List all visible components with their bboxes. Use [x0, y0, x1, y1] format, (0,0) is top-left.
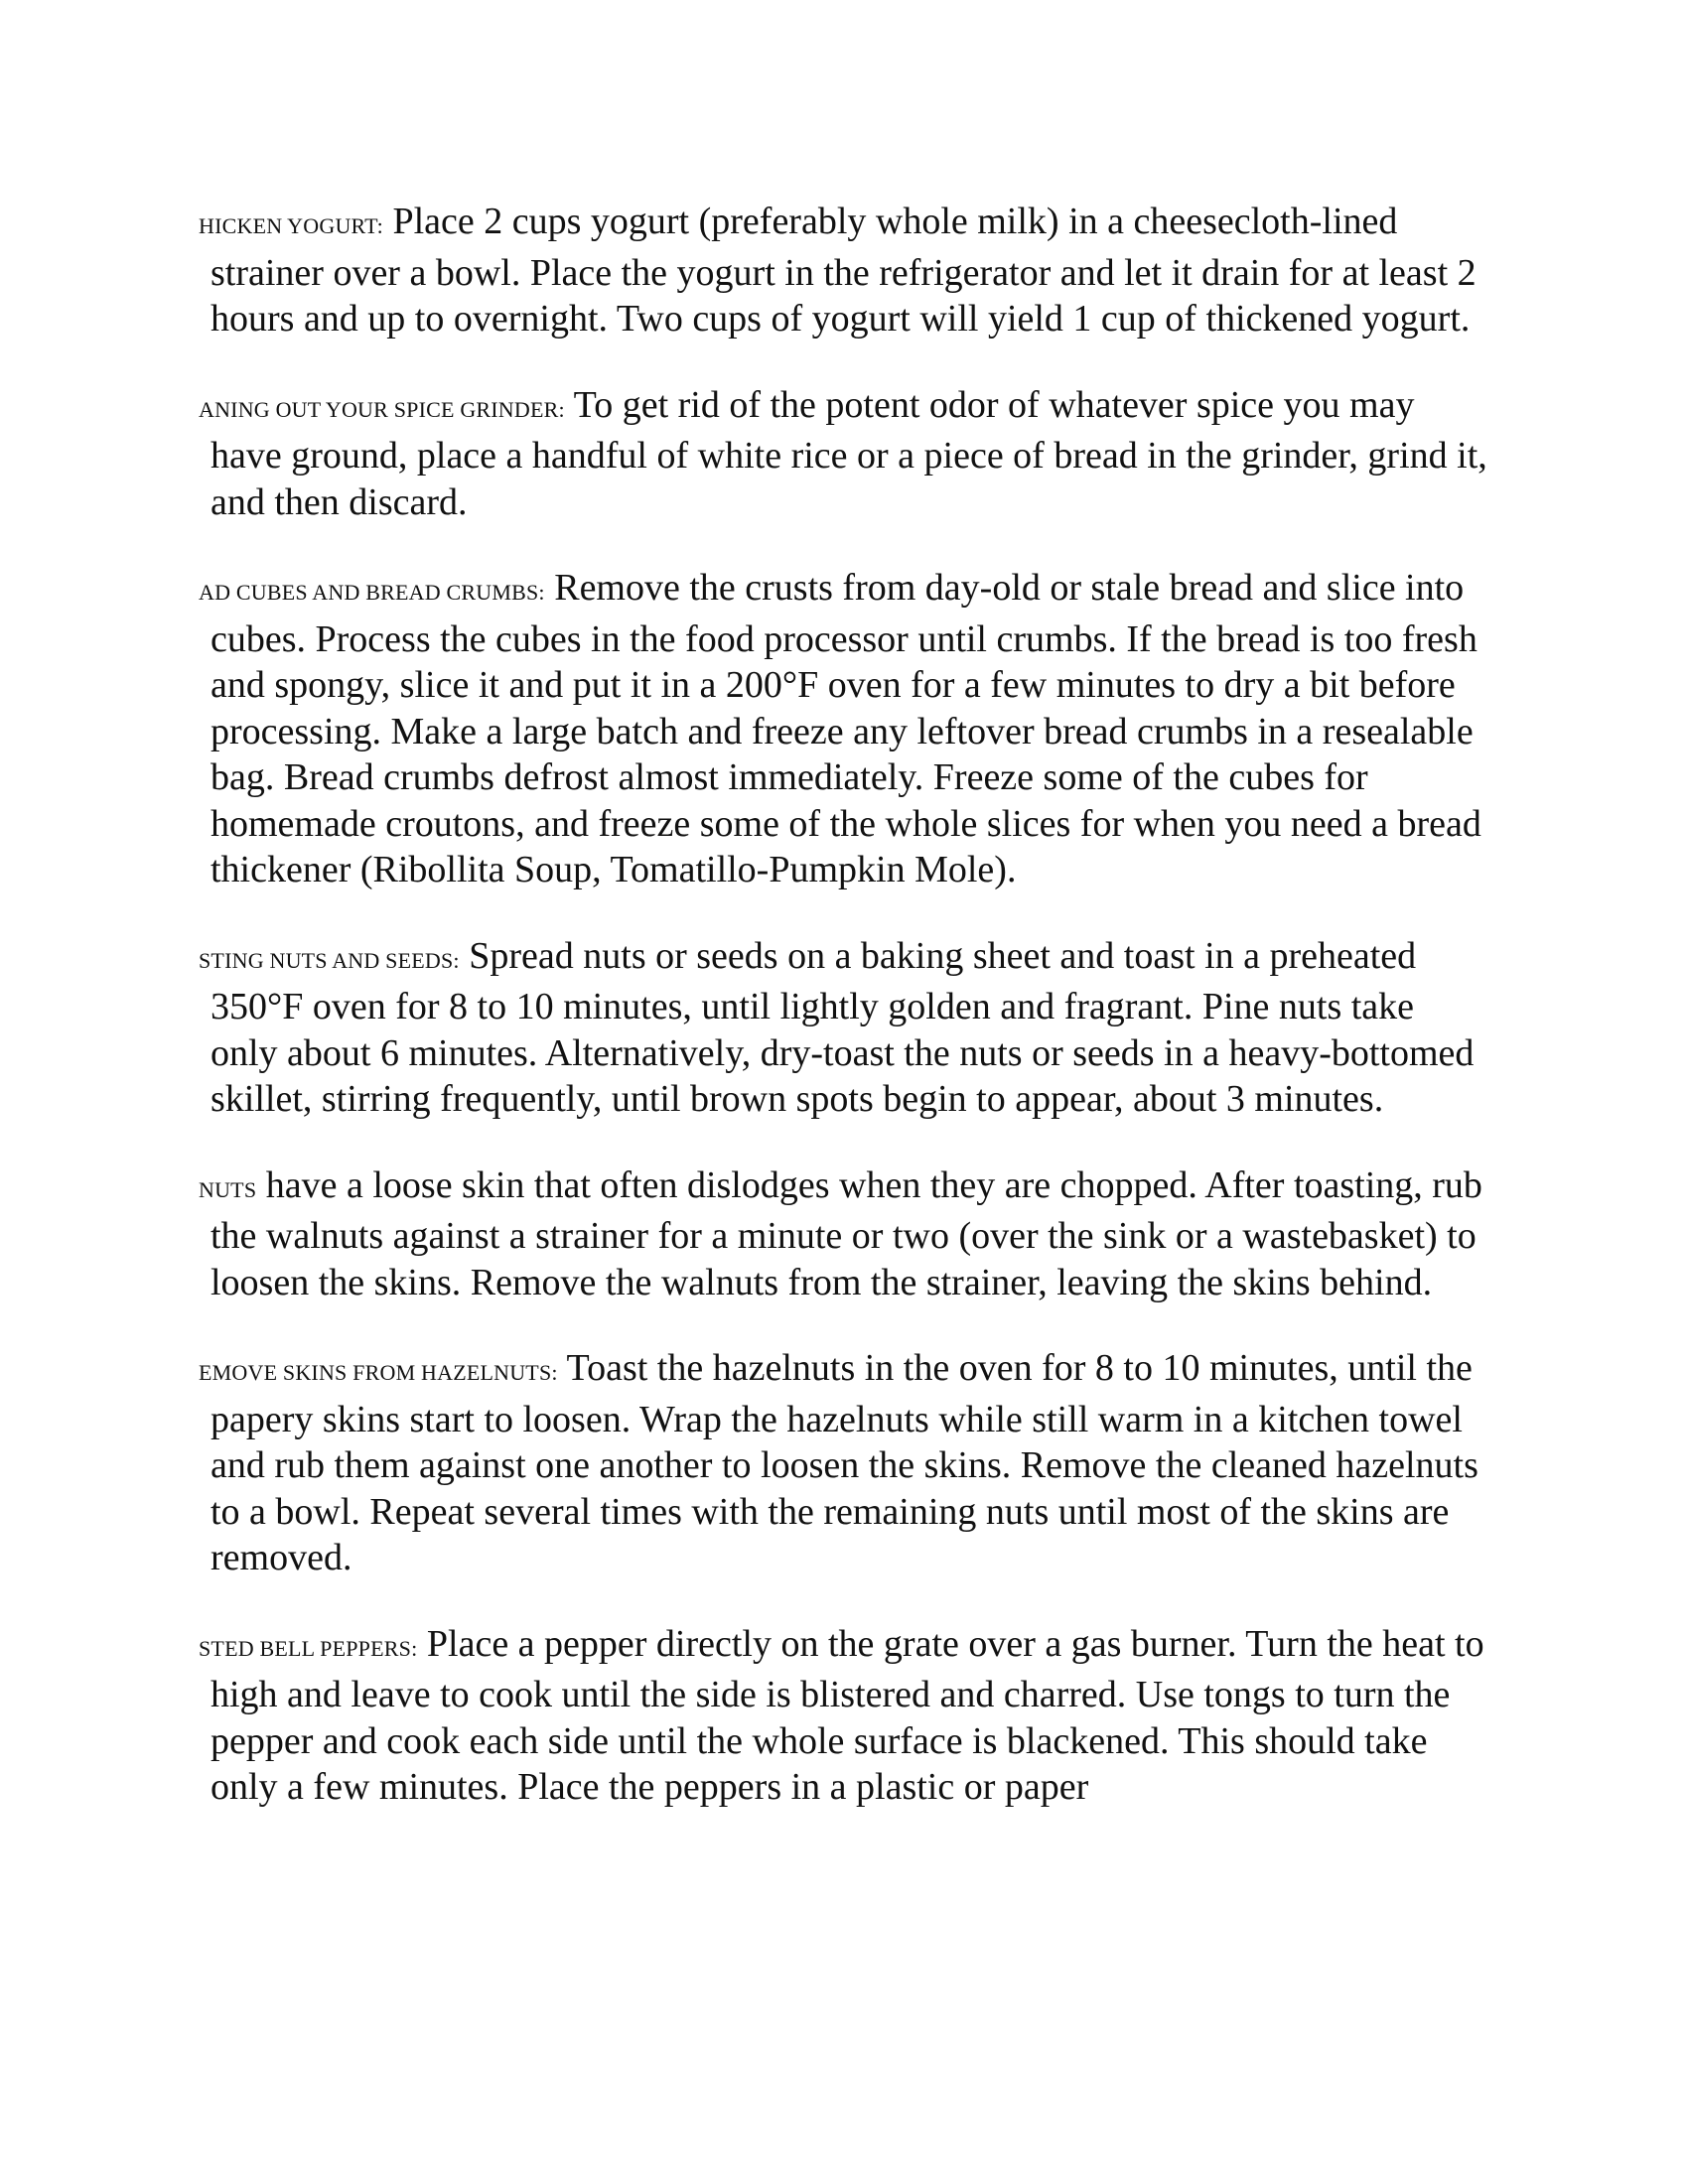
entry-heading: STING NUTS AND SEEDS:	[199, 947, 460, 973]
entry-text: To get rid of the potent odor of whatever spice you may have ground, place a handful of white rice or a piece of bread in the grinder, grind it, and then discard.	[211, 383, 1487, 523]
entry-bread-cubes-crumbs	[199, 565, 1489, 893]
entry-text: Place 2 cups yogurt (preferably whole milk) in a cheesecloth-lined strainer over a bowl. Place the yogurt in the refrigerator and let it drain for at least 2 hours and up to overnight. Two cups of yogurt will yield 1 cup of thickened yogurt.	[211, 201, 1477, 340]
entry-hazelnut-skins	[199, 1345, 1489, 1581]
entry-text: Place a pepper directly on the grate over a gas burner. Turn the heat to high and leave to cook until the side is blistered and charred. Use tongs to turn the pepper and cook each side until the whole surface is blackened. This should take only a few minutes. Place the peppers in a plastic or paper	[211, 1622, 1484, 1808]
entry-heading: NUTS	[199, 1176, 257, 1202]
entry-text: Spread nuts or seeds on a baking sheet and toast in a preheated 350°F oven for 8 to 10 minutes, until lightly golden and fragrant. Pine nuts take only about 6 minutes. Alternatively, dry-toast the nuts or seeds in a heavy-bottomed skillet, stirring frequently, until brown spots begin to appear, about 3 minutes.	[211, 934, 1475, 1120]
entry-cleaning-spice-grinder	[199, 382, 1489, 526]
entry-roasted-bell-peppers	[199, 1621, 1489, 1811]
entry-thicken-yogurt	[199, 199, 1489, 342]
entry-text: Remove the crusts from day-old or stale bread and slice into cubes. Process the cubes in the food processor until crumbs. If the bread is too fresh and spongy, slice it and put it in a 200°F oven for a few minutes to dry a bit before processing. Make a large batch and freeze any leftover bread crumbs in a resealable bag. Bread crumbs defrost almost immediately. Freeze some of the cubes for homemade croutons, and freeze some of the whole slices for when you need a bread thickener (Ribollita Soup, Tomatillo-Pumpkin Mole).	[211, 567, 1481, 890]
entry-heading: ANING OUT YOUR SPICE GRINDER:	[199, 396, 565, 422]
tips-list	[199, 199, 1489, 1850]
entry-text: have a loose skin that often dislodges when they are chopped. After toasting, rub the walnuts against a strainer for a minute or two (over the sink or a wastebasket) to loosen the skins. Remove the walnuts from the strainer, leaving the skins behind.	[211, 1163, 1482, 1303]
entry-toasting-nuts-seeds	[199, 933, 1489, 1123]
entry-heading: EMOVE SKINS FROM HAZELNUTS:	[199, 1360, 558, 1385]
entry-text: Toast the hazelnuts in the oven for 8 to 10 minutes, until the papery skins start to loosen. Wrap the hazelnuts while still warm in a kitchen towel and rub them against one another to loosen the skins. Remove the cleaned hazelnuts to a bowl. Repeat several times with the remaining nuts until most of the skins are removed.	[211, 1347, 1478, 1578]
entry-heading: HICKEN YOGURT:	[199, 213, 383, 238]
entry-heading: AD CUBES AND BREAD CRUMBS:	[199, 580, 545, 605]
entry-heading: STED BELL PEPPERS:	[199, 1635, 418, 1661]
entry-walnuts	[199, 1162, 1489, 1306]
